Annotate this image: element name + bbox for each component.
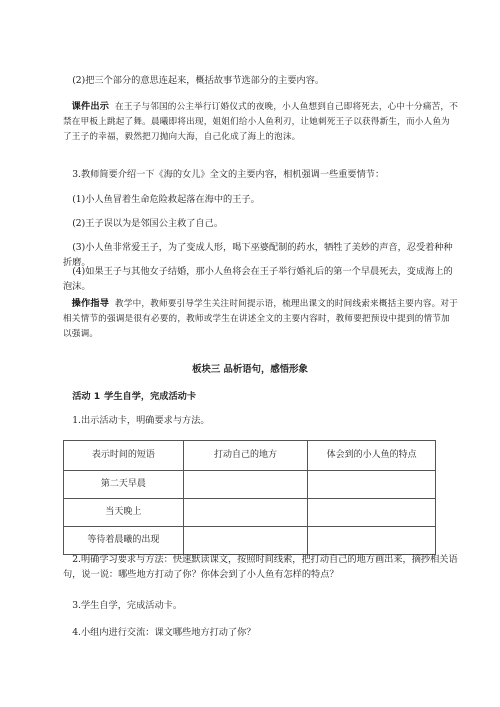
table-header: 打动自己的地方 — [183, 441, 308, 471]
table-cell — [308, 527, 436, 555]
plot-item-1: (1)小人鱼冒着生命危险救起落在海中的王子。 — [72, 194, 260, 205]
table-cell — [308, 471, 436, 499]
guidance-text: 教学中，教师要引导学生关注时间提示语，梳理出课文的时间线索来概括主要内容。对于相关情节的强调是很有必要的，教师或学生在讲述全文的主要内容时，教师要把预设中提到的情节加以强调。 — [63, 299, 458, 339]
courseware-text: 在王子与邻国的公主举行订婚仪式的夜晚，小人鱼想到自己即将死去，心中十分痛苦，不禁在甲板上跳起了舞。晨曦即将出现，姐姐们给小人鱼利刃，让她刺死王子以获得新生，而小人鱼为了王子的幸福，毅然把刀抛向大海，自己化成了海上的泡沫。 — [63, 102, 458, 142]
section-title: 板块三 品析语句，感悟形象 — [192, 364, 308, 375]
table-cell — [183, 499, 308, 527]
table-cell — [183, 471, 308, 499]
table-header: 表示时间的短语 — [64, 441, 184, 471]
table-cell — [183, 527, 308, 555]
plot-item-3: (3)小人鱼非常爱王子，为了变成人形，喝下巫婆配制的药水，牺牲了美妙的声音，忍受着种种折磨。 — [63, 242, 453, 268]
guidance-label: 操作指导 — [71, 298, 110, 309]
table-header: 体会到的小人鱼的特点 — [308, 441, 436, 471]
step-2-paragraph: 2.明确学习要求与方法：快速默读课文，按照时间线索，把打动自己的地方画出来，摘抄相关语句，说一说：哪些地方打动了你？你体会到了小人鱼有怎样的特点？ — [63, 554, 458, 580]
step-1-paragraph: 1.出示活动卡，明确要求与方法。 — [72, 415, 210, 426]
step-3-paragraph: 3.教师简要介绍一下《海的女儿》全文的主要内容，相机强调一些重要情节： — [72, 169, 385, 180]
step-3b-paragraph: 3.学生自学，完成活动卡。 — [72, 600, 183, 611]
table-row — [64, 499, 436, 527]
activity-label: 活动 1 — [72, 391, 101, 402]
table-cell: 当天晚上 — [64, 499, 184, 527]
step-4-paragraph: 4.小组内进行交流：课文哪些地方打动了你？ — [72, 627, 256, 638]
courseware-paragraph — [63, 99, 458, 145]
guidance-paragraph — [63, 296, 458, 342]
table-cell: 第二天早晨 — [64, 471, 184, 499]
plot-item-4: (4)如果王子与其他女子结婚，那小人鱼将会在王子举行婚礼后的第一个早晨死去，变成海上的泡沫。 — [63, 266, 453, 292]
table-cell — [308, 499, 436, 527]
table-cell: 等待着晨曦的出现 — [64, 527, 184, 555]
plot-item-2: (2)王子误以为是邻国公主救了自己。 — [72, 218, 224, 229]
table-row — [64, 527, 436, 555]
table-row — [64, 471, 436, 499]
table-header-row — [64, 441, 436, 471]
courseware-label: 课件出示 — [71, 101, 110, 112]
activity-title: 学生自学，完成活动卡 — [104, 391, 197, 402]
activity-heading — [63, 389, 458, 404]
item-2-paragraph: (2)把三个部分的意思连起来，概括故事节选部分的主要内容。 — [72, 75, 325, 86]
activity-card-table — [63, 440, 436, 555]
